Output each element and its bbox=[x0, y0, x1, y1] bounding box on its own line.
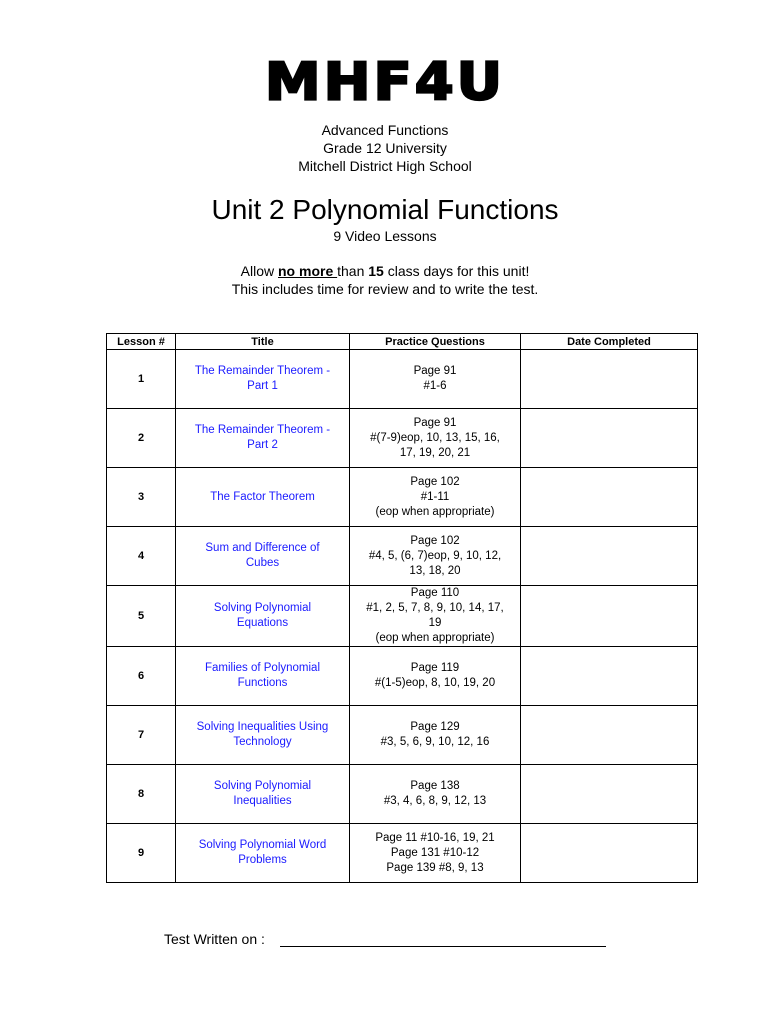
practice-line: Page 91 bbox=[413, 365, 457, 377]
allow-middle: than bbox=[337, 263, 369, 279]
date-completed-cell[interactable] bbox=[521, 647, 698, 706]
allow-prefix: Allow bbox=[240, 263, 278, 279]
practice-questions bbox=[350, 409, 521, 468]
header-lesson-number: Lesson # bbox=[107, 334, 176, 350]
lesson-title-link[interactable] bbox=[176, 824, 350, 883]
lesson-title-line: Technology bbox=[233, 736, 292, 748]
header-date-completed: Date Completed bbox=[521, 334, 698, 350]
lesson-title-line: Problems bbox=[238, 854, 287, 866]
lesson-number: 1 bbox=[107, 350, 176, 409]
date-completed-cell[interactable] bbox=[521, 824, 698, 883]
practice-line: Page 129 bbox=[410, 721, 460, 733]
practice-line: (eop when appropriate) bbox=[375, 632, 495, 644]
test-written-label: Test Written on : bbox=[164, 931, 265, 947]
lesson-title-line: Solving Inequalities Using bbox=[196, 721, 329, 733]
lesson-title-line: Equations bbox=[236, 617, 289, 629]
lesson-title-line: Sum and Difference of bbox=[205, 542, 320, 554]
practice-line: 19 bbox=[428, 617, 442, 629]
table-row bbox=[107, 409, 698, 468]
practice-questions bbox=[350, 765, 521, 824]
practice-line: Page 102 bbox=[410, 475, 460, 488]
table-row bbox=[107, 468, 698, 527]
practice-line: Page 11 #10-16, 19, 21 bbox=[375, 831, 495, 844]
allow-suffix: class days for this unit! bbox=[383, 263, 530, 279]
includes-notice: This includes time for review and to write the test. bbox=[231, 281, 539, 297]
lesson-number: 7 bbox=[107, 706, 176, 765]
school-name: Mitchell District High School bbox=[298, 158, 472, 174]
lesson-title-line: Part 1 bbox=[247, 380, 278, 392]
table-row bbox=[107, 647, 698, 706]
lesson-number: 3 bbox=[107, 468, 176, 527]
practice-line: #(1-5)eop, 8, 10, 19, 20 bbox=[374, 677, 496, 689]
lesson-title-link[interactable] bbox=[176, 765, 350, 824]
lesson-title-line: The Factor Theorem bbox=[210, 490, 315, 503]
practice-line: Page 91 bbox=[413, 416, 457, 429]
course-code-logo: MHF4U bbox=[264, 52, 506, 113]
course-grade: Grade 12 University bbox=[323, 140, 447, 156]
lesson-title-link[interactable] bbox=[176, 647, 350, 706]
lesson-title-line: Families of Polynomial bbox=[204, 662, 321, 674]
practice-line: Page 110 bbox=[410, 587, 460, 599]
lesson-number: 6 bbox=[107, 647, 176, 706]
lesson-rows bbox=[107, 350, 698, 883]
lesson-title-link[interactable] bbox=[176, 409, 350, 468]
practice-line: 17, 19, 20, 21 bbox=[399, 446, 471, 459]
lesson-title-line: Part 2 bbox=[247, 439, 278, 451]
lesson-title-link[interactable] bbox=[176, 527, 350, 586]
lesson-title-line: Inequalities bbox=[233, 795, 292, 807]
practice-questions bbox=[350, 706, 521, 765]
lesson-title-line: The Remainder Theorem - bbox=[194, 424, 331, 436]
lesson-number: 8 bbox=[107, 765, 176, 824]
practice-line: #4, 5, (6, 7)eop, 9, 10, 12, bbox=[368, 549, 502, 562]
practice-line: (eop when appropriate) bbox=[375, 505, 495, 518]
table-row bbox=[107, 586, 698, 647]
video-count: 9 Video Lessons bbox=[333, 228, 437, 244]
lesson-number: 4 bbox=[107, 527, 176, 586]
unit-title: Unit 2 Polynomial Functions bbox=[211, 194, 559, 225]
table-row bbox=[107, 350, 698, 409]
table-row bbox=[107, 765, 698, 824]
practice-line: Page 102 bbox=[410, 534, 460, 547]
allow-notice bbox=[0, 262, 770, 280]
practice-line: Page 138 bbox=[410, 780, 460, 792]
lesson-title-link[interactable] bbox=[176, 706, 350, 765]
practice-line: #(7-9)eop, 10, 13, 15, 16, bbox=[370, 431, 500, 444]
lesson-title-line: Solving Polynomial bbox=[213, 602, 312, 614]
practice-line: #1-6 bbox=[423, 380, 447, 392]
table-row bbox=[107, 824, 698, 883]
date-completed-cell[interactable] bbox=[521, 350, 698, 409]
lesson-title-line: Solving Polynomial bbox=[213, 780, 312, 792]
lessons-table bbox=[106, 333, 698, 883]
lesson-title-link[interactable] bbox=[176, 350, 350, 409]
lesson-title-line: Solving Polynomial Word bbox=[198, 839, 327, 851]
practice-questions bbox=[350, 350, 521, 409]
table-header-row bbox=[107, 334, 698, 350]
lesson-number: 5 bbox=[107, 586, 176, 647]
date-completed-cell[interactable] bbox=[521, 586, 698, 647]
date-completed-cell[interactable] bbox=[521, 468, 698, 527]
test-date-blank-line[interactable] bbox=[280, 946, 606, 947]
lesson-title-line: The Remainder Theorem - bbox=[194, 365, 331, 377]
practice-line: #1-11 bbox=[420, 490, 450, 503]
practice-questions bbox=[350, 468, 521, 527]
practice-questions bbox=[350, 824, 521, 883]
date-completed-cell[interactable] bbox=[521, 409, 698, 468]
date-completed-cell[interactable] bbox=[521, 527, 698, 586]
practice-line: #3, 4, 6, 8, 9, 12, 13 bbox=[383, 795, 487, 807]
practice-questions bbox=[350, 647, 521, 706]
date-completed-cell[interactable] bbox=[521, 765, 698, 824]
lesson-number: 9 bbox=[107, 824, 176, 883]
lesson-title-link[interactable] bbox=[176, 586, 350, 647]
course-name: Advanced Functions bbox=[321, 122, 449, 138]
lesson-title-link[interactable] bbox=[176, 468, 350, 527]
lesson-title-line: Functions bbox=[237, 677, 288, 689]
practice-line: Page 131 #10-12 bbox=[390, 846, 480, 859]
allow-emphasis: no more bbox=[278, 263, 338, 279]
practice-line: #1, 2, 5, 7, 8, 9, 10, 14, 17, bbox=[366, 602, 504, 614]
practice-line: #3, 5, 6, 9, 10, 12, 16 bbox=[380, 736, 490, 748]
lesson-number: 2 bbox=[107, 409, 176, 468]
table-row bbox=[107, 527, 698, 586]
practice-line: Page 119 bbox=[410, 662, 460, 674]
table-row bbox=[107, 706, 698, 765]
practice-questions bbox=[350, 586, 521, 647]
header-practice-questions: Practice Questions bbox=[350, 334, 521, 350]
practice-line: Page 139 #8, 9, 13 bbox=[386, 861, 484, 874]
lesson-title-line: Cubes bbox=[245, 557, 280, 569]
allow-days: 15 bbox=[368, 263, 384, 279]
practice-line: 13, 18, 20 bbox=[409, 564, 461, 577]
practice-questions bbox=[350, 527, 521, 586]
date-completed-cell[interactable] bbox=[521, 706, 698, 765]
header-title: Title bbox=[176, 334, 350, 350]
